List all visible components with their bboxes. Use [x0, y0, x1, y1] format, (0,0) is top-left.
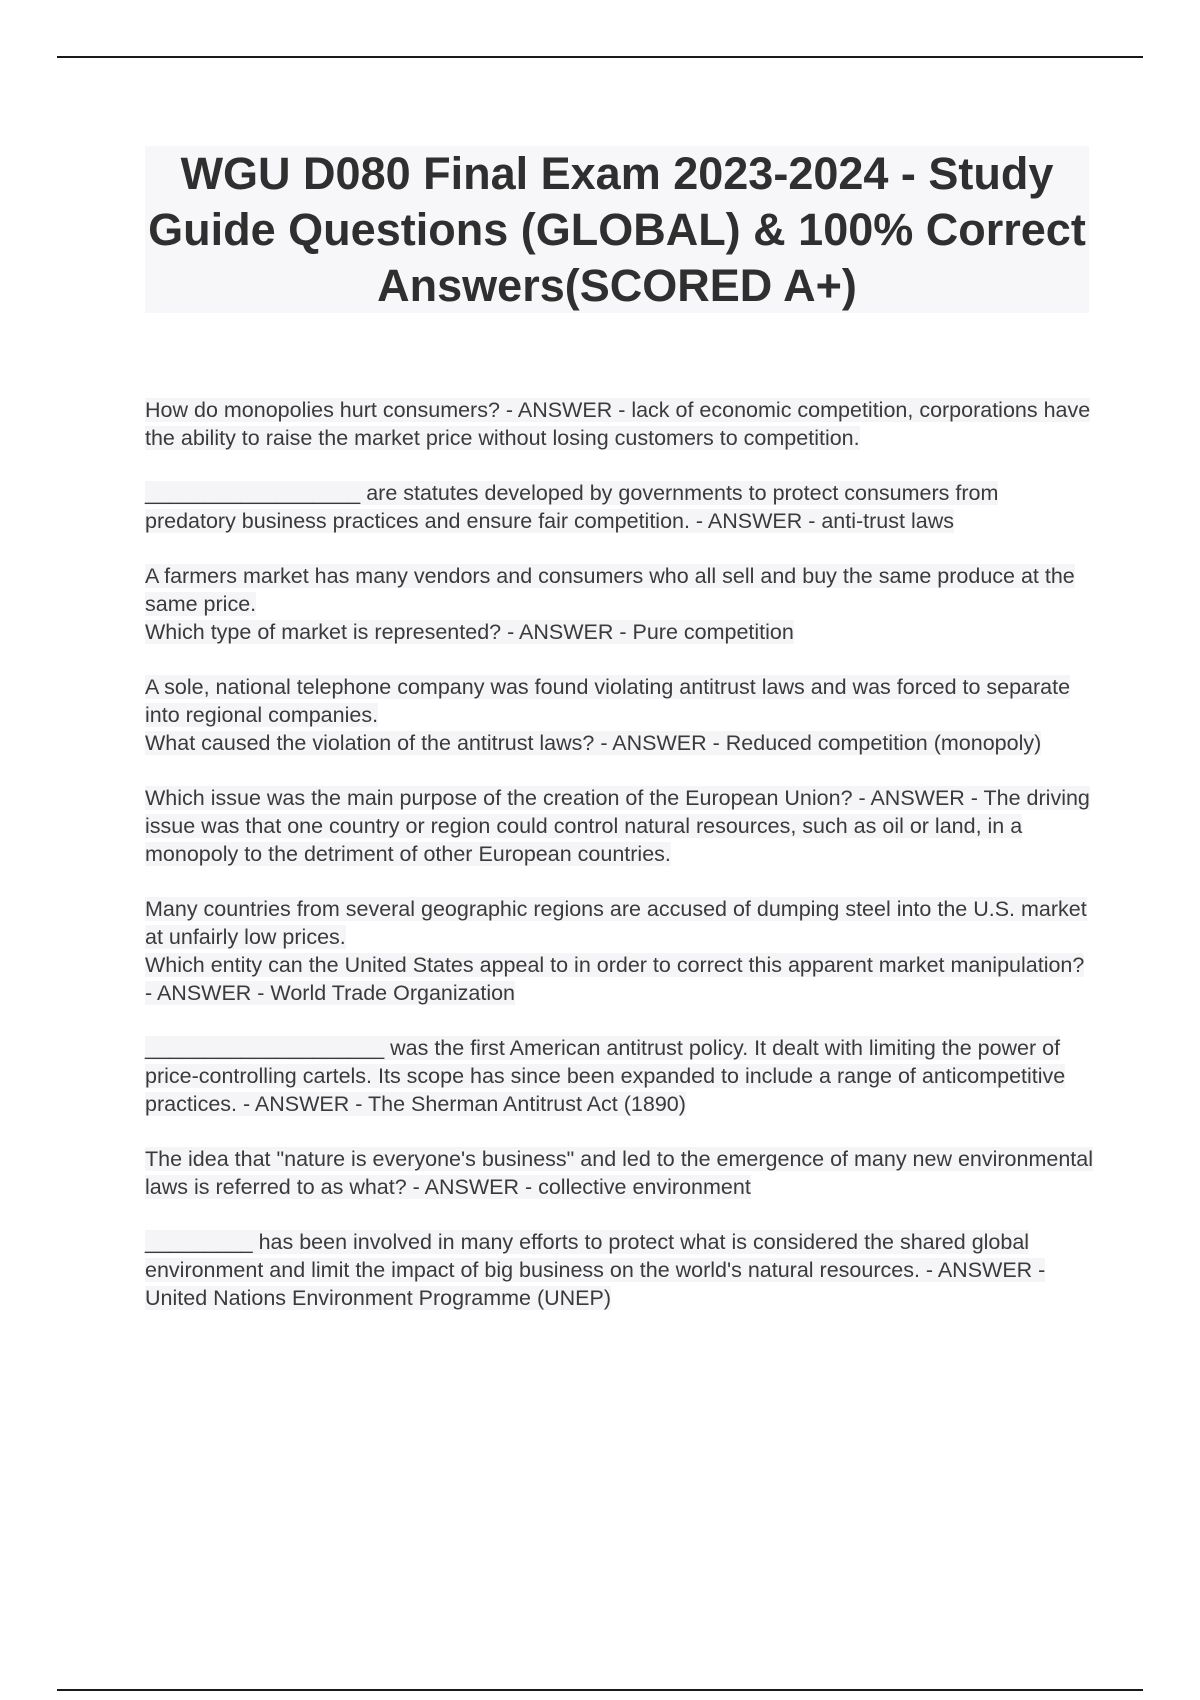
- qa-item: [145, 396, 1095, 452]
- qa-item: [145, 1034, 1095, 1118]
- qa-text: A farmers market has many vendors and consumers who all sell and buy the same produce at the same price. Which type of market is represented? - ANSWER - Pure competition: [145, 564, 1075, 644]
- qa-item: [145, 1145, 1095, 1201]
- qa-text: __________________ are statutes developed by governments to protect consumers from predatory business practices and ensure fair competition. - ANSWER - anti-trust laws: [145, 481, 999, 533]
- qa-list: [145, 396, 1095, 1339]
- qa-text: _________ has been involved in many efforts to protect what is considered the shared global environment and limit the impact of big business on the world's natural resources. - ANSWER - United Nations Environment Programme (UNEP): [145, 1230, 1046, 1310]
- bottom-rule: [57, 1689, 1143, 1691]
- qa-text: Many countries from several geographic regions are accused of dumping steel into the U.S. market at unfairly low prices. Which entity can the United States appeal to in order to correct this apparent market manipulation? - ANSWER - World Trade Organization: [145, 897, 1087, 1005]
- qa-item: [145, 479, 1095, 535]
- document-title: WGU D080 Final Exam 2023-2024 - Study Guide Questions (GLOBAL) & 100% Correct Answers(SCORED A+): [148, 147, 1086, 311]
- qa-text: A sole, national telephone company was found violating antitrust laws and was forced to separate into regional companies. What caused the violation of the antitrust laws? - ANSWER - Reduced competition (monopoly): [145, 675, 1071, 755]
- qa-item: [145, 1228, 1095, 1312]
- qa-item: [145, 784, 1095, 868]
- qa-text: ____________________ was the first American antitrust policy. It dealt with limiting the power of price-controlling cartels. Its scope has since been expanded to include a range of anticompetitive practices. - ANSWER - The Sherman Antitrust Act (1890): [145, 1036, 1066, 1116]
- qa-text: The idea that "nature is everyone's business" and led to the emergence of many new environmental laws is referred to as what? - ANSWER - collective environment: [145, 1147, 1094, 1199]
- qa-text: Which issue was the main purpose of the creation of the European Union? - ANSWER - The driving issue was that one country or region could control natural resources, such as oil or land, in a monopoly to the detriment of other European countries.: [145, 786, 1090, 866]
- top-rule: [57, 56, 1143, 58]
- qa-item: [145, 562, 1095, 646]
- title-block: [145, 146, 1089, 313]
- qa-text: How do monopolies hurt consumers? - ANSWER - lack of economic competition, corporations have the ability to raise the market price without losing customers to competition.: [145, 398, 1091, 450]
- qa-item: [145, 673, 1095, 757]
- qa-item: [145, 895, 1095, 1007]
